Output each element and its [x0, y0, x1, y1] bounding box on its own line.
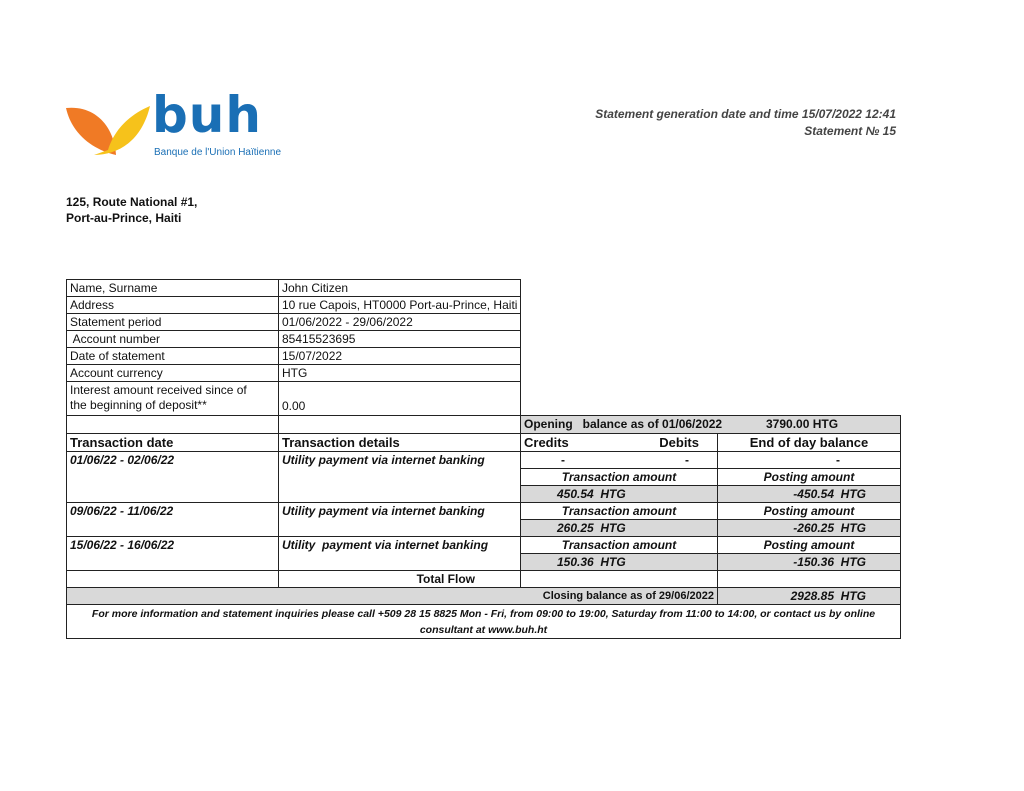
info-value: 85415523695: [278, 330, 521, 348]
posting-amount-label: Posting amount: [717, 502, 901, 520]
opening-label: Opening balance as of 01/06/2022: [524, 417, 723, 431]
tx-details: Utility payment via internet banking: [278, 502, 521, 537]
logo-mark-icon: [64, 100, 154, 160]
tx-date: 09/06/22 - 11/06/22: [66, 502, 279, 537]
posting-amount: -260.25 HTG: [717, 519, 901, 537]
header-details: Transaction details: [278, 433, 521, 452]
tx-details: Utility payment via internet banking: [278, 451, 521, 503]
tx-amount-label: Transaction amount: [520, 502, 718, 520]
tx-amount: 150.36 HTG: [520, 553, 718, 571]
tx-amount-label: Transaction amount: [520, 468, 718, 486]
info-value: 01/06/2022 - 29/06/2022: [278, 313, 521, 331]
footer-note: [66, 604, 901, 639]
blank-cell: [66, 415, 279, 434]
info-value: 15/07/2022: [278, 347, 521, 365]
bank-address-line2: Port-au-Prince, Haiti: [66, 211, 182, 225]
total-flow-credits: [520, 570, 718, 588]
logo-subtitle: Banque de l'Union Haïtienne: [154, 147, 282, 158]
opening-balance-row: [520, 415, 901, 434]
dash-credits: -: [561, 453, 565, 467]
footer-line: For more information and statement inquiries please call +509 28 15 8825 Mon - Fri, from 09:00 to 19:00, Saturday from 11:00 to 14:00, or contact us by online: [91, 608, 876, 620]
info-value: 10 rue Capois, HT0000 Port-au-Prince, Haiti: [278, 296, 521, 314]
footer-line: consultant at www.buh.ht: [419, 624, 548, 636]
dash-credits-debits: [520, 451, 718, 469]
closing-value: 2928.85 HTG: [717, 587, 901, 605]
bank-address-line1: 125, Route National #1,: [66, 195, 198, 209]
header-debits: Debits: [659, 435, 699, 450]
opening-value: 3790.00 HTG: [766, 417, 839, 431]
info-label: Statement period: [66, 313, 279, 331]
posting-amount: -450.54 HTG: [717, 485, 901, 503]
tx-amount: 260.25 HTG: [520, 519, 718, 537]
generation-date: Statement generation date and time 15/07/2022 12:41: [595, 107, 896, 121]
info-label: Address: [66, 296, 279, 314]
label-line: Interest amount received since of: [70, 383, 247, 397]
logo-wordmark: buh: [152, 86, 262, 144]
posting-amount-label: Posting amount: [717, 468, 901, 486]
tx-amount: 450.54 HTG: [520, 485, 718, 503]
posting-amount: -150.36 HTG: [717, 553, 901, 571]
info-label: Account currency: [66, 364, 279, 382]
info-label: Date of statement: [66, 347, 279, 365]
tx-details: Utility payment via internet banking: [278, 536, 521, 571]
info-value: John Citizen: [278, 279, 521, 297]
info-label: Account number: [66, 330, 279, 348]
info-value: HTG: [278, 364, 521, 382]
dash-debits: -: [685, 453, 689, 467]
header-date: Transaction date: [66, 433, 279, 452]
info-value: 0.00: [278, 381, 521, 416]
label-line: the beginning of deposit**: [70, 398, 207, 412]
info-label: Name, Surname: [66, 279, 279, 297]
tx-date: 15/06/22 - 16/06/22: [66, 536, 279, 571]
tx-amount-label: Transaction amount: [520, 536, 718, 554]
bank-logo: [64, 86, 299, 162]
header-credits-debits: [520, 433, 718, 452]
posting-amount-label: Posting amount: [717, 536, 901, 554]
statement-number: Statement № 15: [804, 124, 896, 138]
blank-cell: [66, 570, 279, 588]
tx-date: 01/06/22 - 02/06/22: [66, 451, 279, 503]
dash-balance: -: [717, 451, 901, 469]
blank-cell: [278, 415, 521, 434]
info-label-interest: [66, 381, 279, 416]
closing-label: Closing balance as of 29/06/2022: [66, 587, 718, 605]
header-balance: End of day balance: [717, 433, 901, 452]
header-credits: Credits: [524, 435, 569, 450]
total-flow-label: Total Flow: [278, 570, 521, 588]
total-flow-balance: [717, 570, 901, 588]
